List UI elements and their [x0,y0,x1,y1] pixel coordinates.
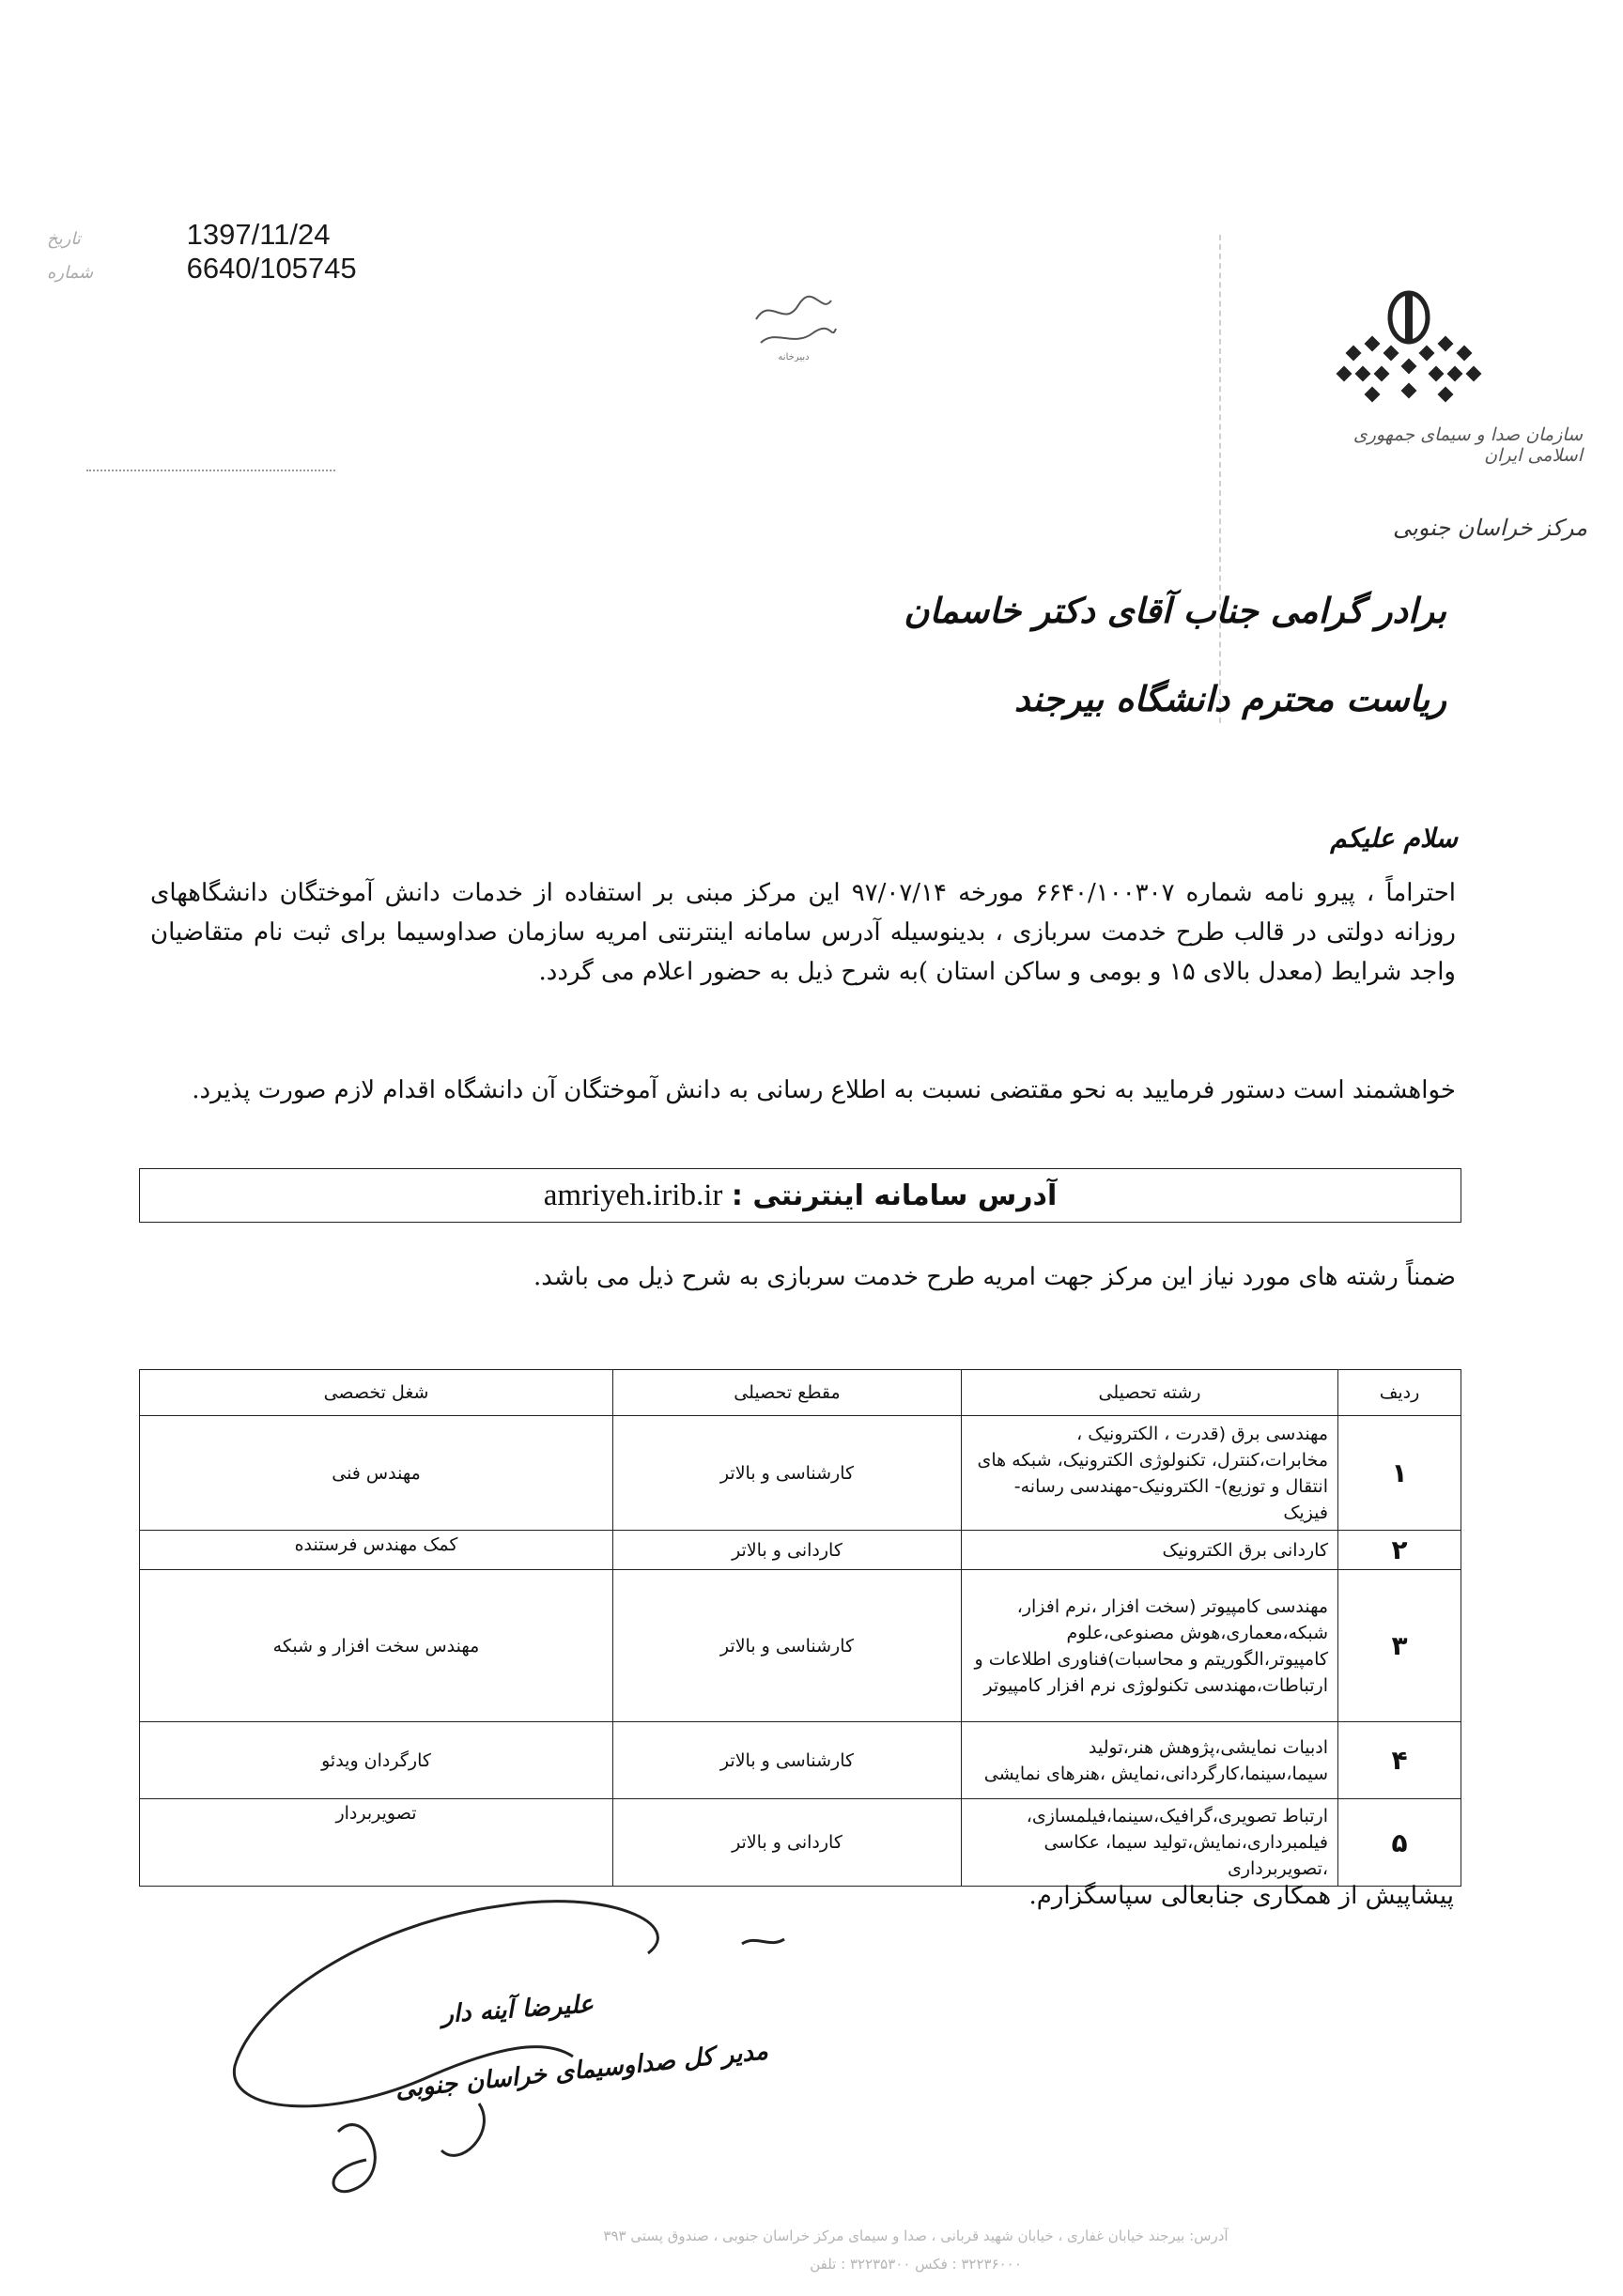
row-number: ۳ [1338,1570,1461,1722]
row-level: کارشناسی و بالاتر [613,1416,962,1531]
row-job: کارگردان ویدئو [140,1722,613,1799]
body-paragraph-1: احتراماً ، پیرو نامه شماره ۶۶۴۰/۱۰۰۳۰۷ مورخه ۹۷/۰۷/۱۴ این مرکز مبنی بر استفاده از خدمات دانش آموختگان دانشگاههای روزانه دولتی در قالب طرح خدمت سربازی ، بدینوسیله آدرس سامانه اینترنتی امریه سازمان صداوسیما برای ثبت نام متقاضیان واجد شرایط (معدل بالای ۱۵ و بومی و ساکن استان )به شرح ذیل به حضور اعلام می گردد. [150,879,1456,986]
row-number: ۴ [1338,1722,1461,1799]
header-specialized-job: شغل تخصصی [140,1370,613,1416]
marginal-note-scribble [742,277,845,362]
header-degree-level: مقطع تحصیلی [613,1370,962,1416]
website-address-box [139,1168,1461,1223]
number-value: 6640/105745 [186,252,357,285]
website-address-url: amriyeh.irib.ir [543,1179,723,1212]
department-name: مرکز خراسان جنوبی [1393,515,1587,541]
attachment-dotted-line [86,470,335,471]
closing-text: پیشاپیش از همکاری جنابعالی سپاسگزارم. [1028,1882,1454,1910]
table-row [140,1531,1461,1570]
row-job: تصویربردار [140,1799,613,1887]
signer-title: مدیر کل صداوسیمای خراسان جنوبی [394,2037,770,2104]
table-row [140,1799,1461,1887]
footer-address: آدرس: بیرجند خیابان غفاری ، خیابان شهید قربانی ، صدا و سیمای مرکز خراسان جنوبی ، صندوق پستی ۳۹۳ [603,2227,1229,2244]
row-number: ۲ [1338,1531,1461,1570]
row-field: ارتباط تصویری،گرافیک،سینما،فیلمسازی، فیلمبرداری،نمایش،تولید سیما، عکاسی ،تصویربرداری [962,1799,1338,1887]
header-separator [1219,235,1221,723]
date-label: تاریخ [47,229,81,248]
table-header-row [140,1370,1461,1416]
row-job: مهندس فنی [140,1416,613,1531]
recipient-line-2: ریاست محترم دانشگاه بیرجند [1013,678,1446,719]
row-field: مهندسی کامپیوتر (سخت افزار ،نرم افزار، شبکه،معماری،هوش مصنوعی،علوم کامپیوتر،الگوریتم و محاسبات)فناوری اطلاعات و ارتباطات،مهندسی تکنولوژی نرم افزار کامپیوتر [962,1570,1338,1722]
date-value: 1397/11/24 [186,218,331,251]
irib-logo-icon [1320,282,1498,413]
row-number: ۱ [1338,1416,1461,1531]
number-row [47,252,357,285]
row-field: ادبیات نمایشی،پژوهش هنر،تولید سیما،سینما،کارگردانی،نمایش ،هنرهای نمایشی [962,1722,1338,1799]
required-fields-table [139,1369,1461,1887]
signer-name: علیرضا آینه دار [441,1990,595,2029]
row-field: کاردانی برق الکترونیک [962,1531,1338,1570]
table-row [140,1570,1461,1722]
row-level: کارشناسی و بالاتر [613,1722,962,1799]
table-row [140,1722,1461,1799]
footer-phone-fax: ۳۲۲۳۶۰۰۰ : فکس ۳۲۲۳۵۳۰۰ : تلفن [810,2256,1022,2273]
row-job: کمک مهندس فرستنده [140,1531,613,1570]
website-address-label: آدرس سامانه اینترنتی : [731,1179,1058,1212]
body-paragraph-2: خواهشمند است دستور فرمایید به نحو مقتضی نسبت به اطلاع رسانی به دانش آموختگان آن دانشگاه اقدام لازم صورت پذیرد. [192,1076,1456,1104]
table-row [140,1416,1461,1531]
fields-intro: ضمناً رشته های مورد نیاز این مرکز جهت امریه طرح خدمت سربازی به شرح ذیل می باشد. [533,1263,1456,1291]
marginal-note-text: دبیرخانه [778,352,810,362]
greeting: سلام علیکم [1330,823,1458,854]
row-field: مهندسی برق (قدرت ، الکترونیک ، مخابرات،کنترل، تکنولوژی الکترونیک، شبکه های انتقال و توزیع)- الکترونیک-مهندسی رسانه- فیزیک [962,1416,1338,1531]
row-level: کارشناسی و بالاتر [613,1570,962,1722]
header-row-number: ردیف [1338,1370,1461,1416]
handwritten-signature [216,1888,873,2207]
recipient-line-1: برادر گرامی جناب آقای دکتر خاسمان [904,590,1446,631]
row-number: ۵ [1338,1799,1461,1887]
row-level: کاردانی و بالاتر [613,1531,962,1570]
row-level: کاردانی و بالاتر [613,1799,962,1887]
organization-name: سازمان صدا و سیمای جمهوری اسلامی ایران [1352,424,1583,466]
row-job: مهندس سخت افزار و شبکه [140,1570,613,1722]
header-field-of-study: رشته تحصیلی [962,1370,1338,1416]
date-row [47,218,330,252]
number-label: شماره [47,263,94,282]
